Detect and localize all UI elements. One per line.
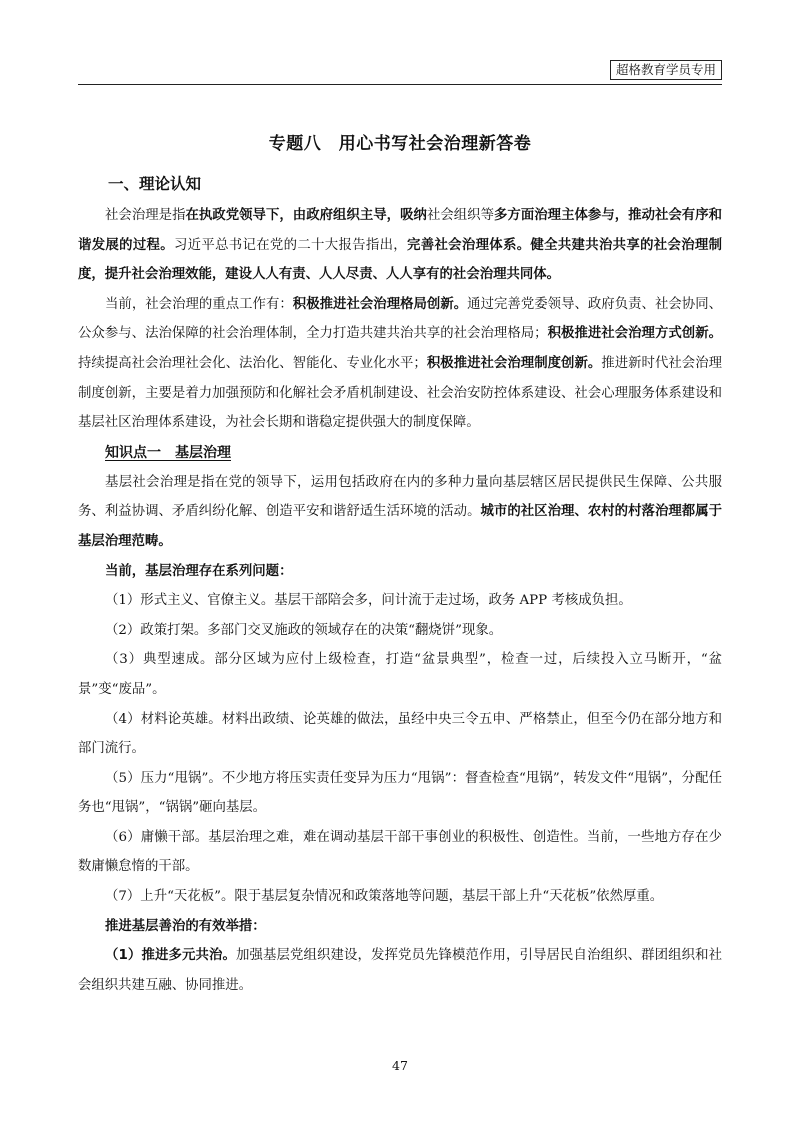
problem-item: （4）材料论英雄。材料出政绩、论英雄的做法，虽经中央三令五申、严格禁止，但至今仍在部分地方和部门流行。 (78, 711, 722, 757)
text-run-bold: 积极推进社会治理格局创新。 (292, 296, 468, 312)
text-run-bold: 完善社会治理体系。健全共建共治共享的社会治理制度，提升社会治理效能，建设人人有责、人人尽责、人人享有的社会治理共同体。 (78, 237, 723, 283)
text-run-bold: 积极推进社会治理制度创新。 (426, 355, 602, 371)
text-run-bold: 城市的社区治理、农村的村落治理都属于基层治理范畴。 (78, 504, 722, 549)
text-run: 社会治理是指 (105, 208, 186, 223)
measure-item (78, 941, 722, 1000)
text-run-bold: 多方面治理主体参与，推动社会有序和谐发展的过程。 (78, 208, 723, 253)
text-run: 加强基层党组织建设，发挥党员先锋模范作用，引导居民自治组织、群团组织和社会组织共建互融、协同推进。 (78, 948, 722, 993)
section-heading: 一、理论认知 (108, 175, 202, 193)
knowledge-point-heading: 知识点一 基层治理 (105, 444, 231, 461)
problem-item: （2）政策打架。多部门交叉施政的领域存在的决策“翻烧饼”现象。 (105, 622, 503, 638)
problem-item: （7）上升“天花板”。限于基层复杂情况和政策落地等问题，基层干部上升“天花板”依然厚重。 (105, 889, 664, 905)
paragraph-grassroots-definition (78, 468, 722, 557)
paragraph-definition (78, 201, 722, 290)
header-divider (78, 84, 722, 85)
text-run: 社会组织等 (426, 208, 495, 223)
text-run: 持续提高社会治理社会化、法治化、智能化、专业化水平； (78, 355, 427, 371)
text-run: 推进新时代社会治理制度创新，主要是着力加强预防和化解社会矛盾机制建设、社会治安防控体系建设、社会心理服务体系建设和基层社区治理体系建设，为社会长期和谐稳定提供强大的制度保障。 (78, 355, 723, 431)
text-run: 当前，社会治理的重点工作有： (105, 296, 293, 312)
text-run-bold: 在执政党领导下，由政府组织主导，吸纳 (185, 208, 427, 223)
header-tag: 超格教育学员专用 (610, 60, 722, 80)
problem-item: （5）压力“甩锅”。不少地方将压实责任变异为压力“甩锅”：督查检查“甩锅”，转发文件“甩锅”，分配任务也“甩锅”，“锅锅”砸向基层。 (78, 770, 722, 816)
problem-item: （3）典型速成。部分区域为应付上级检查，打造“盆景典型”，检查一过，后续投入立马断开，“盆景”变“废品”。 (78, 652, 722, 697)
text-run: 基层社会治理是指在党的领导下，运用包括政府在内的多种力量向基层辖区居民提供民生保障、公共服务、利益协调、矛盾纠纷化解、创造平安和谐舒适生活环境的活动。 (78, 474, 722, 520)
problem-item: （6）庸懒干部。基层治理之难，难在调动基层干部干事创业的积极性、创造性。当前，一些地方存在少数庸懒怠惰的干部。 (78, 829, 722, 875)
problems-heading: 当前，基层治理存在系列问题： (105, 563, 293, 579)
measures-heading: 推进基层善治的有效举措： (105, 918, 266, 934)
text-run-bold: （1）推进多元共治。 (105, 948, 236, 964)
text-run: 习近平总书记在党的二十大报告指出， (173, 237, 408, 253)
page-title: 专题八 用心书写社会治理新答卷 (268, 134, 532, 154)
document-body (78, 171, 722, 1000)
problem-item: （1）形式主义、官僚主义。基层干部陪会多，问计流于走过场，政务 APP 考核成负担。 (105, 593, 632, 609)
text-run-bold: 积极推进社会治理方式创新。 (547, 326, 723, 342)
text-run: 通过完善党委领导、政府负责、社会协同、公众参与、法治保障的社会治理体制，全力打造共建共治共享的社会治理格局； (78, 296, 723, 342)
paragraph-key-work (78, 290, 722, 438)
page-number: 47 (392, 1058, 408, 1073)
